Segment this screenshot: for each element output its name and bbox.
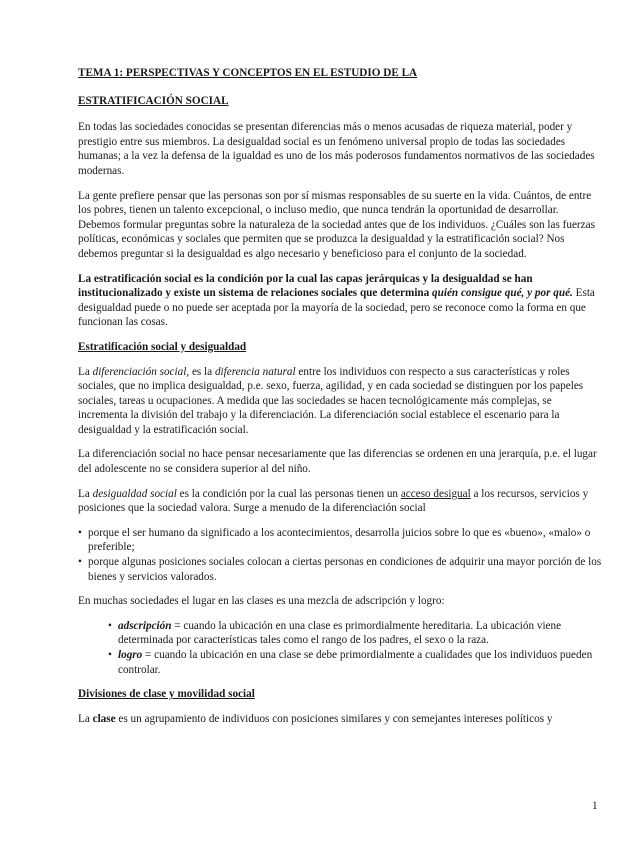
text-span: La (78, 487, 93, 500)
paragraph-7: En muchas sociedades el lugar en las clases es una mezcla de adscripción y logro: (78, 595, 445, 608)
paragraph-5: La diferenciación social no hace pensar necesariamente que las diferencias se ordenen en una jerarquía, p.e. el lugar del adolescente no se considera superior al del niño. (78, 448, 597, 476)
paragraph-definition (78, 272, 602, 330)
text-span: entre los individuos con respecto a sus características y roles sociales, que no implica desigualdad, p.e. sexo, fuerza, agilidad, y en cada sociedad se distinguen por los papeles sociales, tareas u ocupaciones. A medida que las sociedades se hacen tecnológicamente más complejas, se incrementa la división del trabajo y la diferenciación. La diferenciación social establece el escenario para la desigualdad y la estratificación social. (78, 365, 584, 436)
document-body (78, 66, 602, 736)
list-item (106, 619, 602, 648)
section-heading-estratificacion: Estratificación social y desigualdad (78, 340, 247, 353)
italic-term-desigualdad: desigualdad social (92, 487, 177, 500)
page-number: 1 (592, 800, 598, 812)
paragraph-2: La gente prefiere pensar que las personas son por sí mismas responsables de su suerte en la vida. Cuántos, de entre los pobres, tienen un talento excepcional, o incluso medio, que nunca tendrán la oportunidad de desarrollar. Debemos formular preguntas sobre la naturaleza de la sociedad antes que de los individuos. ¿Cuáles son las fuerzas políticas, económicas y sociales que permiten que se produzca la desigualdad y la estratificación social? Nos debemos preguntar si la desigualdad es algo necesario y beneficioso para el conjunto de la sociedad. (78, 189, 595, 260)
bold-term-clase: clase (92, 712, 116, 725)
text-span: La (78, 365, 93, 378)
text-span: = cuando la ubicación en una clase se debe primordialmente a cualidades que los individuos pueden controlar. (118, 649, 593, 676)
bullet-list-adscripcion-logro (78, 619, 602, 677)
section-heading-divisiones: Divisiones de clase y movilidad social (78, 688, 255, 701)
italic-term-diferenciacion: diferenciación social, (92, 365, 190, 378)
list-item: • porque el ser humano da significado a los acontecimientos, desarrolla juicios sobre lo que es «bueno», «malo» o preferible; (78, 526, 602, 555)
text-span: es la condición por la cual las personas tienen un (176, 487, 401, 500)
text-span: a los recursos, servicios y posiciones que la sociedad valora. Surge a menudo de la diferenciación social (78, 487, 589, 515)
text-span: La (78, 712, 93, 725)
text-span: = cuando la ubicación en una clase es primordialmente hereditaria. La ubicación viene determinada por características tales como el rango de los padres, el sexo o la raza. (118, 619, 562, 647)
text-span: es la (189, 365, 215, 378)
definition-rest: Esta desigualdad puede o no puede ser aceptada por la mayoría de la sociedad, pero se reconoce como la forma en que funcionan las cosas. (78, 287, 595, 329)
definition-bold-italic: quién consigue qué, y por qué. (432, 287, 573, 300)
paragraph-intro: En todas las sociedades conocidas se presentan diferencias más o menos acusadas de riqueza material, poder y prestigio entre sus miembros. La desigualdad social es un fenómeno universal propio de todas las sociedades humanas; a la vez la defensa de la igualdad es uno de los más poderosos fundamentos normativos de las sociedades modernas. (78, 121, 595, 177)
bullet-list-reasons (78, 526, 602, 584)
title-line-2: ESTRATIFICACIÓN SOCIAL (78, 94, 229, 107)
underlined-acceso-desigual: acceso desigual (400, 487, 471, 500)
text-span: es un agrupamiento de individuos con posiciones similares y con semejantes intereses políticos y (115, 712, 553, 725)
list-item: • porque algunas posiciones sociales colocan a ciertas personas en condiciones de adquirir una mayor porción de los bienes y servicios valorados. (78, 555, 602, 584)
title-line-1: TEMA 1: PERSPECTIVAS Y CONCEPTOS EN EL ESTUDIO DE LA (78, 67, 418, 79)
term-adscripcion: adscripción (118, 619, 172, 632)
paragraph-diferenciacion (78, 365, 602, 438)
list-item (106, 648, 602, 677)
paragraph-clase (78, 712, 602, 727)
definition-bold: La estratificación social es la condición por la cual las capas jerárquicas y la desigualdad se han institucionalizado y existe un sistema de relaciones sociales que determina (78, 272, 533, 300)
italic-term-diferencia-natural: diferencia natural (214, 365, 296, 378)
paragraph-desigualdad (78, 487, 602, 516)
term-logro: logro (118, 649, 143, 661)
